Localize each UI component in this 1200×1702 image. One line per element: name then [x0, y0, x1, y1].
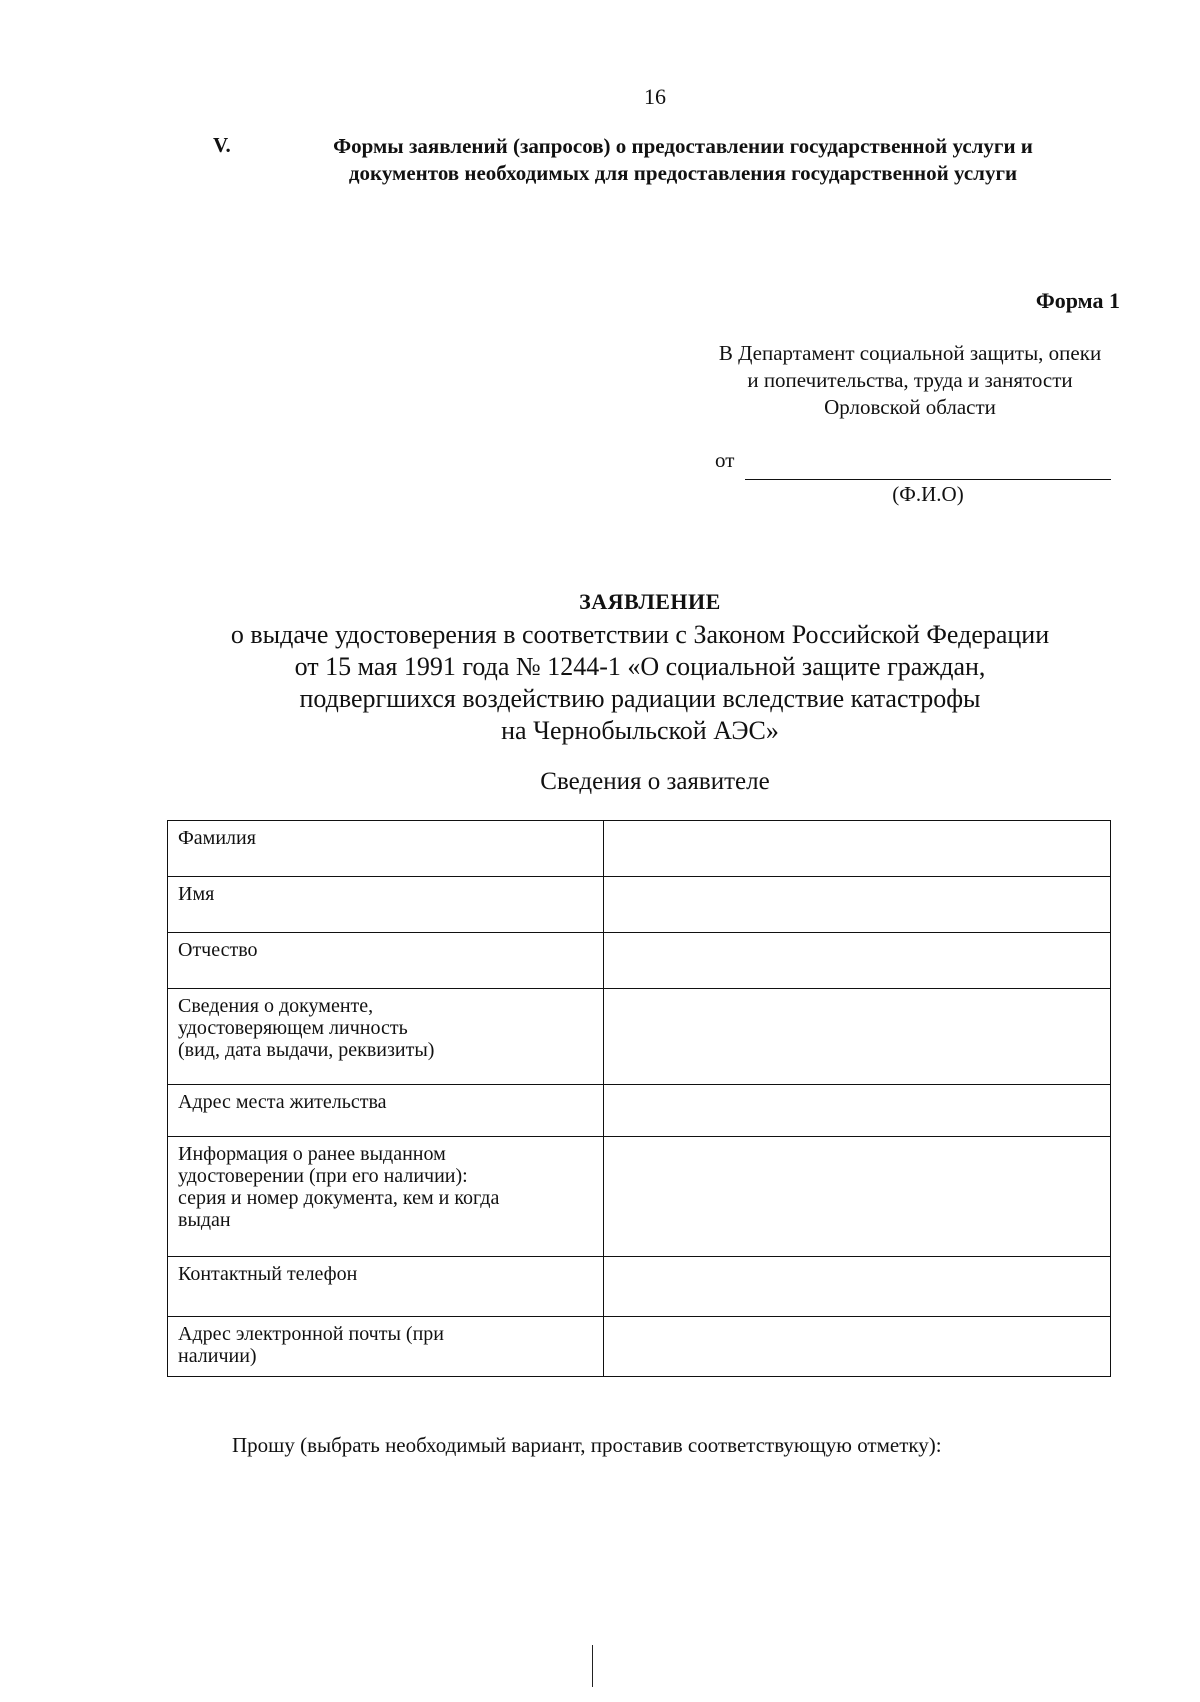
- addressee-line: и попечительства, труда и занятости: [747, 368, 1073, 392]
- field-label-first-name: [168, 877, 604, 933]
- addressee-line: В Департамент социальной защиты, опеки: [718, 341, 1102, 365]
- applicant-heading: Сведения о заявителе: [540, 768, 770, 795]
- field-value-id-document[interactable]: [604, 989, 1111, 1085]
- field-label-id-document: [168, 989, 604, 1085]
- field-label-last-name: [168, 821, 604, 877]
- applicant-info-table: [167, 820, 1111, 1377]
- field-label-line: Информация о ранее выданном: [178, 1143, 446, 1165]
- field-label-line: (вид, дата выдачи, реквизиты): [178, 1039, 435, 1061]
- field-label-patronymic: [168, 933, 604, 989]
- field-label-previous-certificate: [168, 1137, 604, 1257]
- subtitle-line: о выдаче удостоверения в соответствии с Законом Российской Федерации: [230, 620, 1050, 649]
- form-label: Форма 1: [1035, 288, 1120, 313]
- field-value-phone[interactable]: [604, 1257, 1111, 1317]
- field-label-line: удостоверяющем личность: [178, 1017, 408, 1039]
- field-value-address[interactable]: [604, 1085, 1111, 1137]
- field-label-line: наличии): [178, 1345, 257, 1367]
- addressee-line: Орловской области: [824, 395, 996, 419]
- fio-caption: (Ф.И.О): [892, 482, 964, 506]
- field-label-line: удостоверении (при его наличии):: [178, 1165, 468, 1187]
- table-row: [168, 933, 1111, 989]
- section-number: V.: [213, 133, 231, 157]
- field-value-previous-certificate[interactable]: [604, 1137, 1111, 1257]
- table-row: [168, 1317, 1111, 1377]
- addressee-block: [650, 340, 1170, 421]
- field-value-patronymic[interactable]: [604, 933, 1111, 989]
- table-row: [168, 1085, 1111, 1137]
- field-label-line: Имя: [178, 883, 215, 905]
- section-title-line: Формы заявлений (запросов) о предоставлении государственной услуги и: [333, 134, 1033, 158]
- field-value-email[interactable]: [604, 1317, 1111, 1377]
- field-label-line: Фамилия: [178, 827, 256, 849]
- field-label-line: Отчество: [178, 939, 258, 961]
- table-row: [168, 1137, 1111, 1257]
- binding-mark: [592, 1645, 593, 1687]
- field-label-line: выдан: [178, 1209, 231, 1231]
- table-row: [168, 821, 1111, 877]
- field-value-first-name[interactable]: [604, 877, 1111, 933]
- table-row: [168, 877, 1111, 933]
- field-label-address: [168, 1085, 604, 1137]
- table-row: [168, 989, 1111, 1085]
- section-title-line: документов необходимых для предоставления государственной услуги: [348, 161, 1018, 185]
- field-label-line: Адрес места жительства: [178, 1091, 387, 1113]
- field-label-line: Сведения о документе,: [178, 995, 374, 1017]
- section-title: [248, 133, 1118, 187]
- page-number: 16: [644, 84, 666, 109]
- subtitle-line: подвергшихся воздействию радиации вследствие катастрофы: [299, 684, 981, 713]
- subtitle-line: от 15 мая 1991 года № 1244-1 «О социальной защите граждан,: [294, 652, 986, 681]
- field-label-line: серия и номер документа, кем и когда: [178, 1187, 500, 1209]
- field-label-line: Адрес электронной почты (при: [178, 1323, 444, 1345]
- document-subtitle: [160, 619, 1120, 747]
- subtitle-line: на Чернобыльской АЭС»: [501, 716, 779, 745]
- field-label-email: [168, 1317, 604, 1377]
- document-title: ЗАЯВЛЕНИЕ: [579, 589, 721, 614]
- field-label-phone: [168, 1257, 604, 1317]
- field-value-last-name[interactable]: [604, 821, 1111, 877]
- field-label-line: Контактный телефон: [178, 1263, 358, 1285]
- fio-fill-line[interactable]: [745, 479, 1111, 480]
- request-instruction: Прошу (выбрать необходимый вариант, проставив соответствующую отметку):: [232, 1433, 942, 1457]
- from-label: от: [715, 448, 735, 472]
- table-row: [168, 1257, 1111, 1317]
